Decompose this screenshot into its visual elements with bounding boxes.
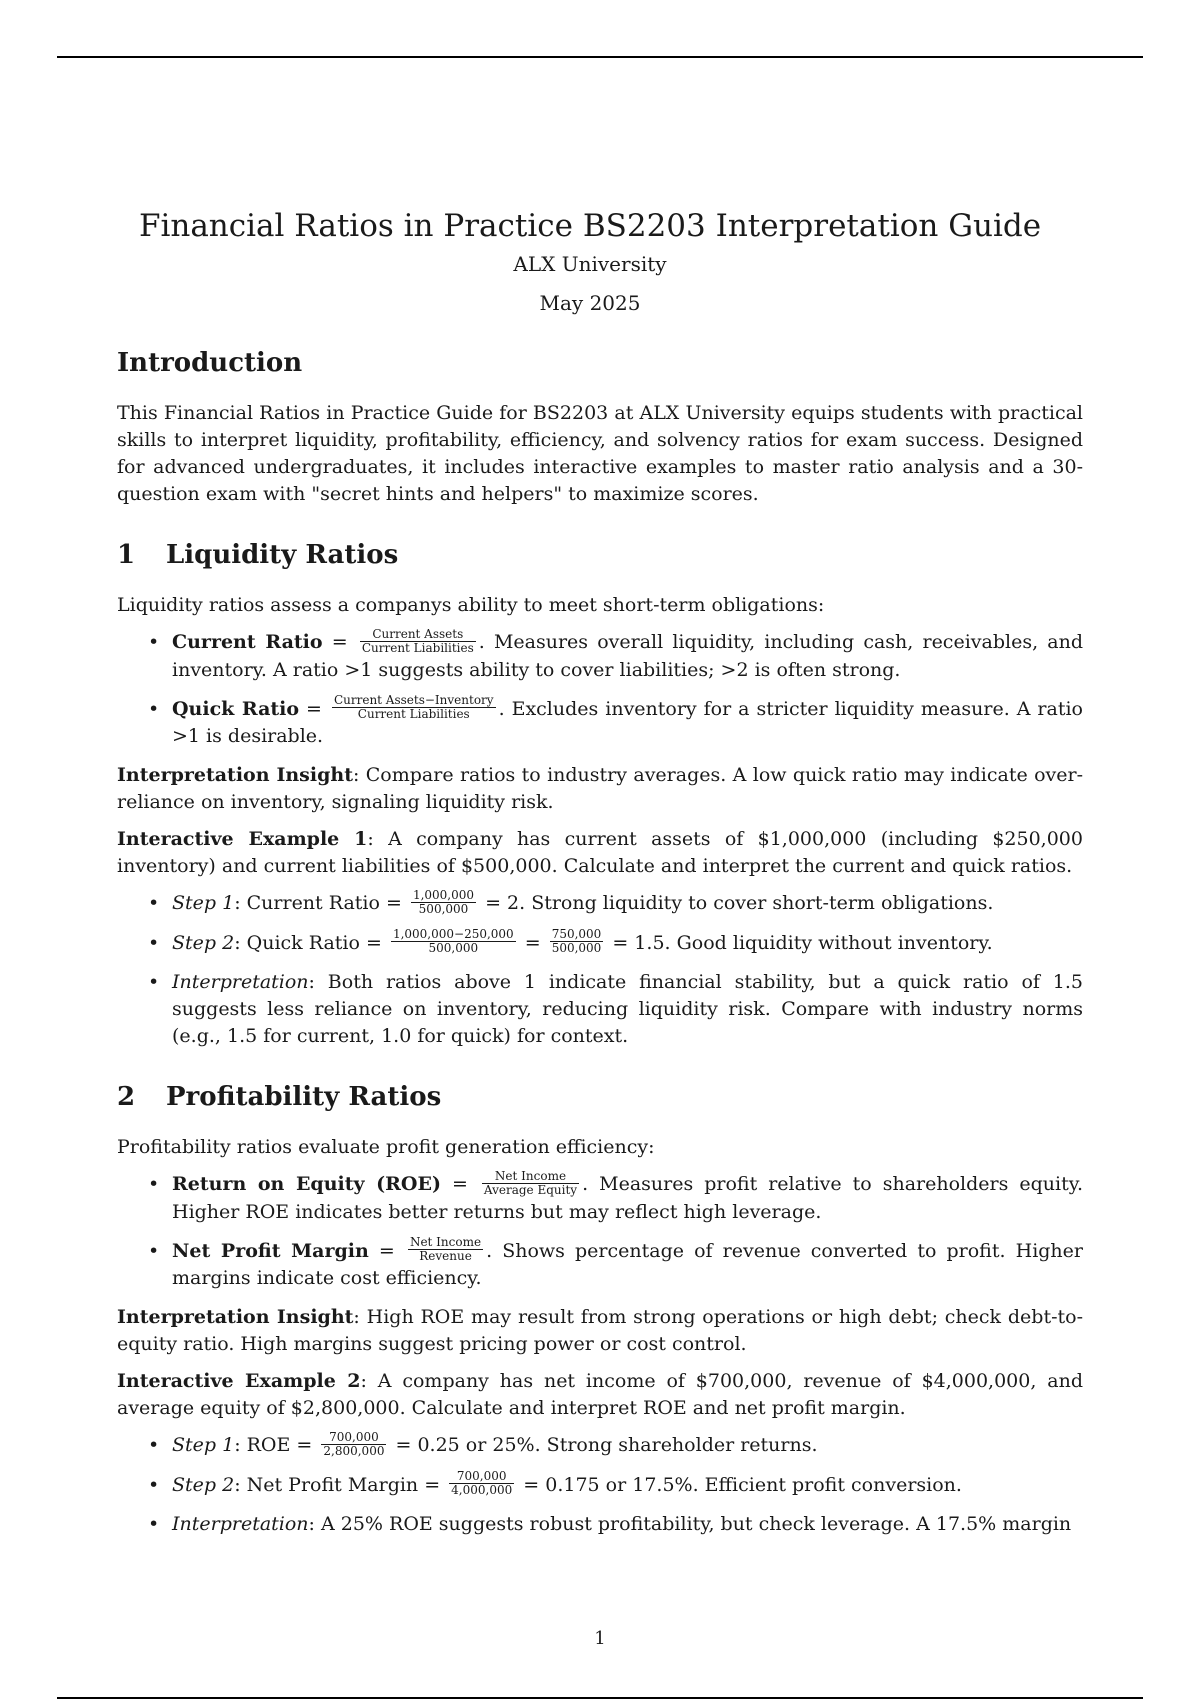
section-number: 1	[117, 540, 136, 570]
fraction-denominator: Revenue	[419, 1249, 472, 1263]
example-label: Interactive Example 1	[117, 828, 368, 850]
definition-text: . Excludes inventory for a stricter liquidity measure. A ratio >1 is desirable.	[172, 697, 1083, 747]
list-item-step-2	[172, 927, 1083, 958]
ratio-definition-list	[117, 626, 1083, 750]
term-roe: Return on Equity (ROE)	[172, 1173, 441, 1195]
fraction-roe	[482, 1170, 579, 1197]
fraction-denominator: 500,000	[418, 901, 469, 916]
document-author: ALX University	[513, 252, 667, 276]
fraction-denominator: 4,000,000	[451, 1483, 513, 1497]
list-item-roe	[172, 1168, 1083, 1226]
interactive-example-1	[117, 826, 1083, 880]
fraction-numerator: 700,000	[449, 1470, 514, 1484]
step-text: : Net Profit Margin =	[234, 1473, 447, 1496]
interactive-example-2	[117, 1368, 1083, 1422]
title-block	[97, 207, 1083, 316]
interpretation-label: Interpretation	[172, 971, 309, 993]
section-heading-profitability	[117, 1080, 1083, 1114]
section-number: 2	[117, 1082, 136, 1112]
definition-text: . Measures overall liquidity, including cash, receivables, and inventory. A ratio >1 suggests ability to cover liabilities; >2 is often strong.	[172, 631, 1083, 681]
fraction-quick-ratio	[332, 694, 496, 721]
list-item-net-profit-margin	[172, 1235, 1083, 1293]
section-lead: Profitability ratios evaluate profit generation efficiency:	[117, 1136, 655, 1158]
fraction-numerator: Current Assets	[360, 628, 476, 642]
list-item-interpretation	[172, 1511, 1083, 1538]
page-number: 1	[594, 1628, 606, 1649]
list-item-interpretation	[172, 969, 1083, 1050]
step-text: : Quick Ratio =	[234, 931, 388, 954]
section-title: Liquidity Ratios	[166, 540, 399, 570]
section-heading-liquidity	[117, 538, 1083, 572]
ratio-definition-list	[117, 1168, 1083, 1292]
example-text: : A company has net income of $700,000, revenue of $4,000,000, and average equity of $2,800,000. Calculate and interpret ROE and net profit margin.	[117, 1370, 1083, 1419]
fraction-denominator: 2,800,000	[323, 1443, 385, 1458]
fraction-numerator: 750,000	[551, 927, 602, 941]
equals-sign: =	[299, 697, 329, 720]
equals-sign: =	[322, 631, 357, 653]
insight-text: : Compare ratios to industry averages. A low quick ratio may indicate over-reliance on inventory, signaling liquidity risk.	[117, 764, 1083, 813]
fraction-step-2	[449, 1470, 514, 1497]
example-steps-list	[117, 887, 1083, 1050]
equals-sign: =	[518, 931, 547, 954]
fraction-step-2b	[550, 928, 604, 955]
list-item-current-ratio	[172, 626, 1083, 684]
example-steps-list	[117, 1429, 1083, 1538]
interpretation-text: : Both ratios above 1 indicate financial stability, but a quick ratio of 1.5 suggests less reliance on inventory, reducing liquidity risk. Compare with industry norms (e.g., 1.5 for current, 1.0 for quick) for context.	[172, 971, 1083, 1047]
list-item-step-1	[172, 1429, 1083, 1460]
step-result: = 1.5. Good liquidity without inventory.	[606, 931, 993, 954]
fraction-numerator: Current Assets−Inventory	[333, 693, 494, 707]
interpretation-insight-2	[117, 1304, 1083, 1358]
list-item-step-1	[172, 887, 1083, 918]
fraction-numerator: 1,000,000	[412, 887, 475, 902]
step-label: Step 2	[172, 931, 235, 954]
section-title: Profitability Ratios	[166, 1082, 442, 1112]
step-label: Step 1	[172, 892, 235, 914]
footer-rule	[57, 1697, 1143, 1699]
step-label: Step 2	[172, 1473, 235, 1496]
insight-label: Interpretation Insight	[117, 1306, 354, 1328]
fraction-denominator: 500,000	[551, 941, 602, 955]
equals-sign: =	[440, 1173, 479, 1195]
equals-sign: =	[368, 1239, 405, 1262]
fraction-step-1	[411, 889, 476, 916]
header-rule	[57, 56, 1143, 58]
term-quick-ratio: Quick Ratio	[172, 697, 300, 720]
insight-text: : High ROE may result from strong operations or high debt; check debt-to-equity ratio. High margins suggest pricing power or cost control.	[117, 1306, 1083, 1355]
example-label: Interactive Example 2	[117, 1370, 361, 1392]
step-label: Step 1	[172, 1434, 235, 1456]
fraction-denominator: Current Liabilities	[361, 640, 474, 655]
step-text: : Current Ratio =	[234, 892, 408, 914]
section-heading-introduction: Introduction	[117, 348, 303, 378]
insight-label: Interpretation Insight	[117, 764, 353, 786]
fraction-step-2a	[391, 928, 516, 955]
step-text: : ROE =	[234, 1434, 319, 1456]
fraction-step-1	[321, 1431, 386, 1458]
fraction-numerator: 700,000	[321, 1431, 386, 1445]
fraction-denominator: 500,000	[428, 941, 479, 955]
step-result: = 0.175 or 17.5%. Efficient profit conversion.	[517, 1473, 962, 1496]
fraction-denominator: Average Equity	[483, 1182, 578, 1197]
fraction-net-profit-margin	[408, 1236, 483, 1263]
interpretation-text: : A 25% ROE suggests robust profitability, but check leverage. A 17.5% margin	[308, 1513, 1072, 1535]
fraction-denominator: Current Liabilities	[357, 707, 470, 721]
term-current-ratio: Current Ratio	[172, 631, 323, 653]
interpretation-insight-1	[117, 762, 1083, 816]
list-item-quick-ratio	[172, 693, 1083, 751]
step-result: = 2. Strong liquidity to cover short-term obligations.	[479, 892, 994, 914]
term-net-profit-margin: Net Profit Margin	[172, 1239, 369, 1262]
interpretation-label: Interpretation	[172, 1513, 309, 1535]
section-lead: Liquidity ratios assess a companys ability to meet short-term obligations:	[117, 594, 825, 616]
example-text: : A company has current assets of $1,000,000 (including $250,000 inventory) and current liabilities of $500,000. Calculate and interpret the current and quick ratios.	[117, 828, 1083, 877]
fraction-numerator: Net Income	[482, 1170, 579, 1184]
definition-text: . Measures profit relative to shareholders equity. Higher ROE indicates better returns but may reflect high leverage.	[172, 1173, 1083, 1223]
document-title: Financial Ratios in Practice BS2203 Interpretation Guide	[138, 208, 1042, 244]
document-date: May 2025	[539, 291, 641, 315]
list-item-step-2	[172, 1469, 1083, 1500]
fraction-current-ratio	[360, 628, 476, 655]
fraction-numerator: Net Income	[409, 1235, 482, 1249]
step-result: = 0.25 or 25%. Strong shareholder returns.	[389, 1434, 818, 1456]
definition-text: . Shows percentage of revenue converted to profit. Higher margins indicate cost efficiency.	[172, 1239, 1083, 1289]
intro-paragraph: This Financial Ratios in Practice Guide for BS2203 at ALX University equips students with practical skills to interpret liquidity, profitability, efficiency, and solvency ratios for exam success. Designed for advanced undergraduates, it includes interactive examples to master ratio analysis and a 30-question exam with "secret hints and helpers" to maximize scores.	[117, 402, 1083, 505]
page-content	[117, 190, 1083, 1550]
fraction-numerator: 1,000,000−250,000	[392, 927, 514, 941]
